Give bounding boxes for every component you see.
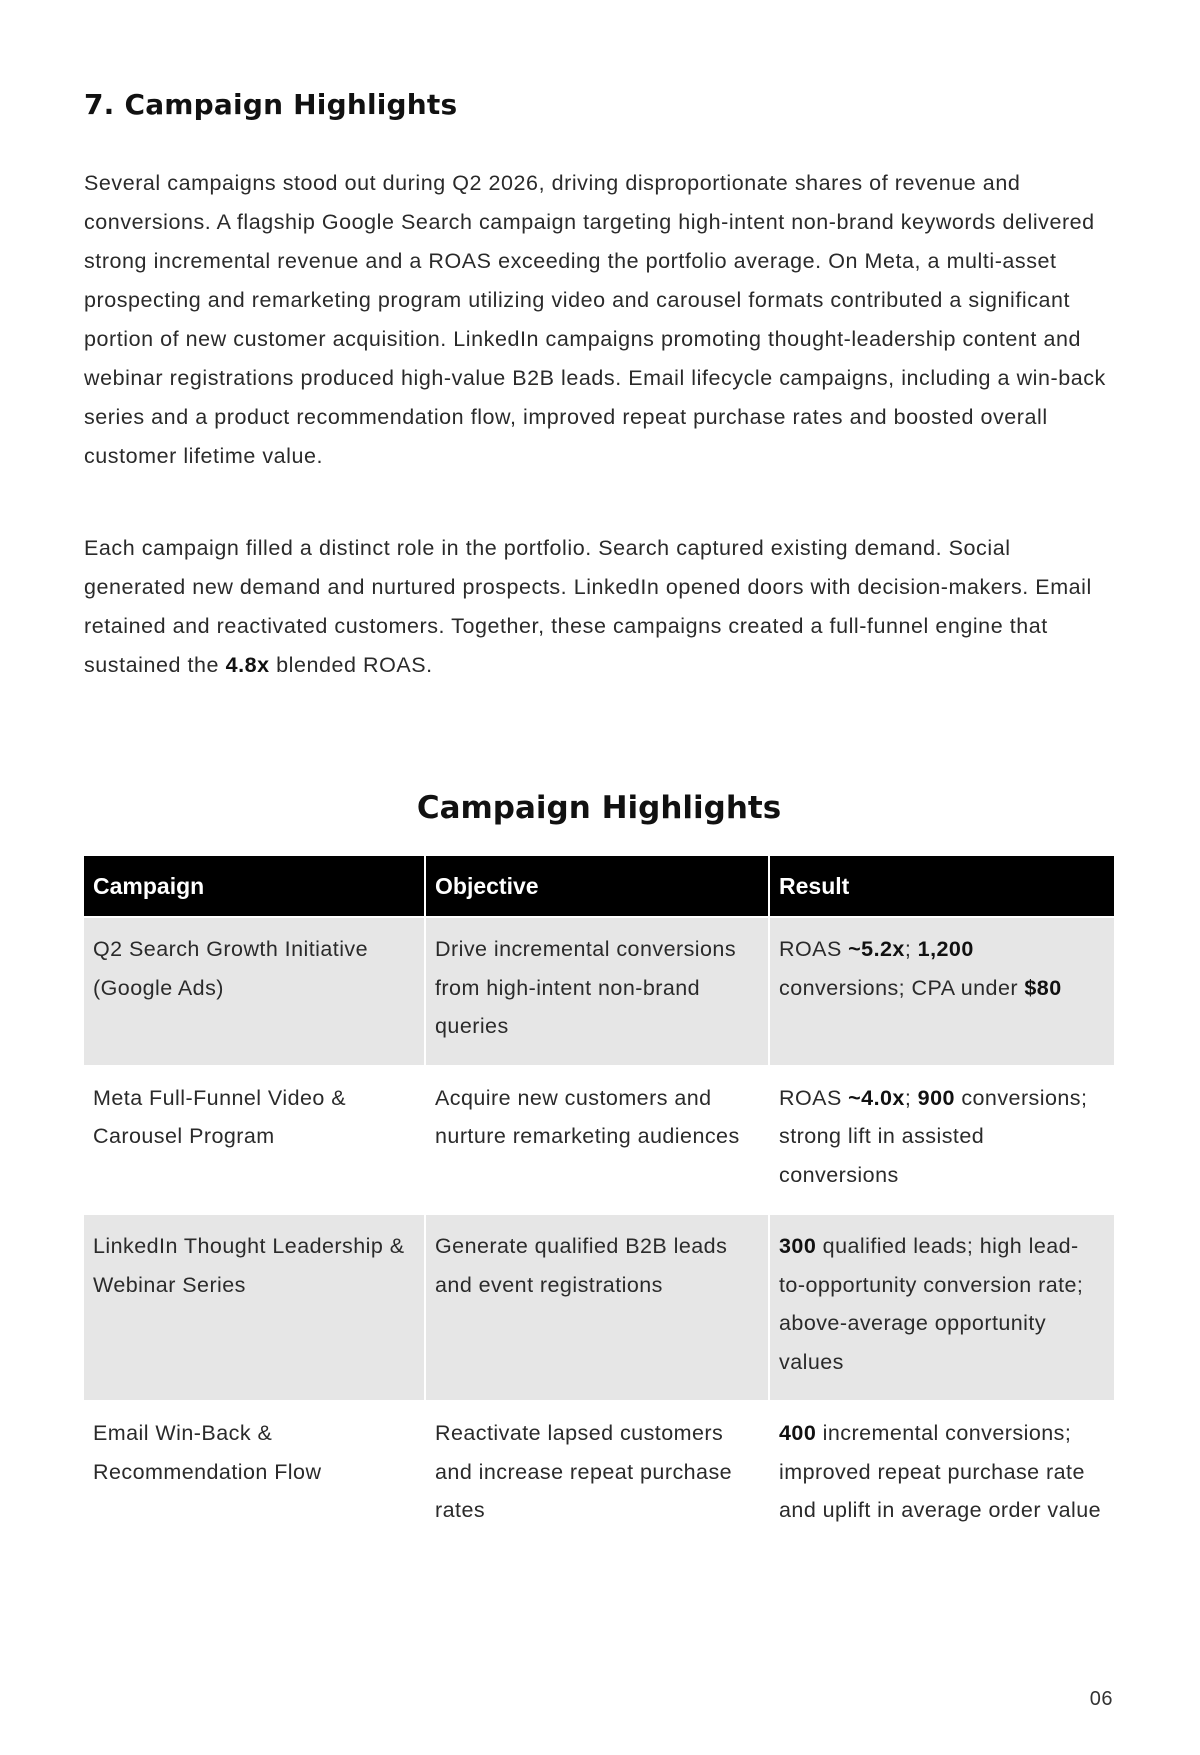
result-metric: 900 [917,1085,955,1110]
campaign-cell: Meta Full-Funnel Video & Carousel Program [84,1066,425,1215]
result-metric: $80 [1024,975,1062,1000]
body-paragraph-2 [84,529,1114,685]
result-metric: ~4.0x [848,1085,905,1110]
table-row [84,1214,1114,1401]
result-text: qualified leads; high lead-to-opportunity conversion rate; above-average opportunity values [779,1234,1084,1374]
campaign-cell: Email Win-Back & Recommendation Flow [84,1401,425,1549]
result-text: ; [904,937,918,961]
result-cell [769,1214,1114,1401]
paragraph-2-text-end: blended ROAS. [269,653,433,677]
table-row [84,1401,1114,1549]
result-metric: 1,200 [917,937,974,961]
campaign-cell: Q2 Search Growth Initiative (Google Ads) [84,917,425,1066]
result-cell [769,1066,1114,1215]
page-number: 06 [1089,1688,1113,1710]
table-title: Campaign Highlights [416,790,782,826]
result-text: ROAS [779,937,849,961]
result-metric: ~5.2x [848,937,905,961]
objective-cell: Acquire new customers and nurture remarketing audiences [425,1066,769,1215]
column-header-campaign: Campaign [84,856,425,917]
result-text: ; [904,1085,918,1110]
result-text: incremental conversions; improved repeat purchase rate and uplift in average order value [779,1421,1102,1522]
table-row [84,917,1114,1066]
blended-roas-value: 4.8x [225,653,270,677]
table-row [84,1066,1114,1215]
result-metric: 400 [779,1421,817,1445]
result-cell [769,917,1114,1066]
column-header-result: Result [769,856,1114,917]
paragraph-2-text: Each campaign filled a distinct role in the portfolio. Search captured existing demand. Social generated new demand and nurtured prospects. LinkedIn opened doors with decision-makers. Email retained and reactivated customers. Together, these campaigns created a full-funnel engine that sustained the [84,536,1092,677]
body-paragraph-1: Several campaigns stood out during Q2 2026, driving disproportionate shares of revenue and conversions. A flagship Google Search campaign targeting high-intent non-brand keywords delivered strong incremental revenue and a ROAS exceeding the portfolio average. On Meta, a multi-asset prospecting and remarketing program utilizing video and carousel formats contributed a significant portion of new customer acquisition. LinkedIn campaigns promoting thought-leadership content and webinar registrations produced high-value B2B leads. Email lifecycle campaigns, including a win-back series and a product recommendation flow, improved repeat purchase rates and boosted overall customer lifetime value. [84,171,1106,468]
table-header-row [84,856,1114,917]
campaign-highlights-table [84,856,1114,1549]
result-text: ROAS [779,1085,849,1110]
result-text: conversions; strong lift in assisted conversions [779,1085,1088,1187]
result-text: conversions; CPA under [779,975,1025,1000]
objective-cell: Drive incremental conversions from high-intent non-brand queries [425,917,769,1066]
section-title: 7. Campaign Highlights [84,88,458,121]
result-metric: 300 [779,1234,817,1258]
column-header-objective: Objective [425,856,769,917]
result-cell [769,1401,1114,1549]
campaign-cell: LinkedIn Thought Leadership & Webinar Series [84,1214,425,1401]
objective-cell: Generate qualified B2B leads and event registrations [425,1214,769,1401]
objective-cell: Reactivate lapsed customers and increase repeat purchase rates [425,1401,769,1549]
